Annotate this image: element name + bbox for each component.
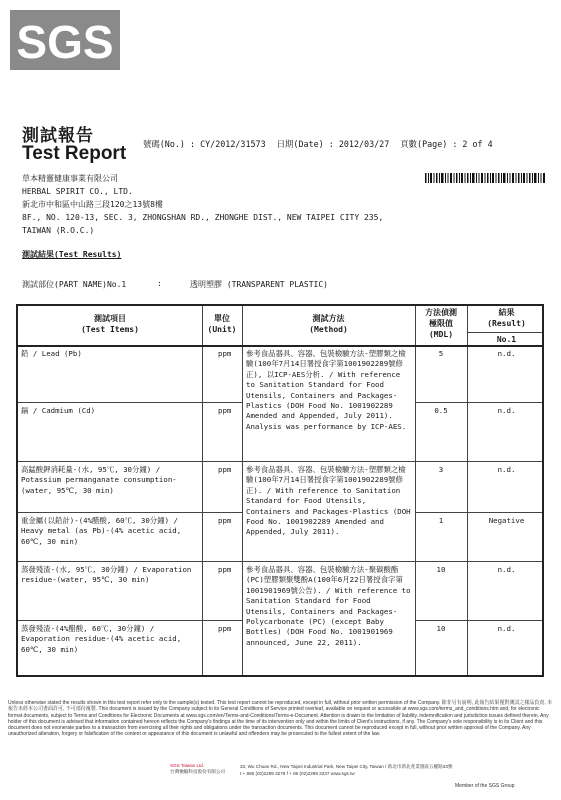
method-text: 參考食品器具、容器、包裝檢驗方法-塑膠類之檢驗(100年7月14日署授食字第1001902289號修正). / With reference to Sanitation Standard for Food Utensils, Containers and Packages-Plastics (DOH Food No. 1001902289 Amended and Appended, July 2011).: [246, 465, 411, 537]
result-value: n.d.: [497, 565, 516, 574]
unit-value: ppm: [218, 465, 232, 474]
svg-text:SGS: SGS: [16, 16, 114, 68]
footer-disclaimer: Unless otherwise stated the results shown in this test report refer only to the sample(s) tested. This test report cannot be reproduced, except in full, without prior written permission of the Company. 除非另有說明, 此報告結果僅對測試之樣品負責, 本報告未經本公司書面許可, 不可部份複製. This document is issued by the Company subject to its General Conditions of Service printed overleaf, available on request or accessible at www.sgs.com/terms_and_conditions.htm and, for electronic format documents, subject to Terms and Conditions for Electronic Documents at www.sgs.com/en/Terms-and-Conditions/Terms-e-Document. Attention is drawn to the limitation of liability, indemnification and jurisdiction issues defined therein. Any holder of this document is advised that information contained hereon reflects the Company's findings at the time of its intervention only and within the limits of Client's instructions, if any. The Company's sole responsibility is to its Client and this document does not exonerate parties to a transaction from exercising all their rights and obligations under the transaction documents. This document cannot be reproduced except in full, without prior written approval of the Company. Any unauthorized alteration, forgery or falsification of the content or appearance of this document is unlawful and offenders may be prosecuted to the fullest extent of the law.: [8, 700, 553, 738]
unit-value: ppm: [218, 406, 232, 415]
row-divider: [18, 461, 542, 462]
header-result: 結果 (Result): [487, 308, 526, 328]
barcode: [425, 173, 545, 183]
mdl-value: 3: [438, 465, 444, 474]
title-en: Test Report: [22, 143, 127, 164]
header-unit: 單位 (Unit): [207, 314, 237, 334]
report-meta: [143, 138, 499, 150]
report-date: 日期(Date) : 2012/03/27: [276, 139, 390, 149]
col-divider: [242, 306, 243, 675]
test-item: 鉛 / Lead (Pb): [21, 349, 82, 358]
row-divider: [18, 620, 242, 621]
header-method: 測試方法 (Method): [309, 314, 348, 334]
header-test-items: 測試項目 (Test Items): [81, 314, 139, 334]
row-divider: [18, 561, 542, 562]
part-name: [22, 279, 328, 290]
test-item: 重金屬(以鉛計)-(4%醋酸, 60℃, 30分鐘) / Heavy metal (as Pb)-(4% acetic acid, 60℃, 30 min): [21, 516, 182, 546]
test-item: 鎘 / Cadmium (Cd): [21, 406, 96, 415]
row-divider: [18, 512, 242, 513]
test-item: 高錳酸鉀消耗量-(水, 95℃, 30分鐘) / Potassium permanganate consumption-(water, 95℃, 30 min): [21, 465, 177, 495]
mdl-value: 1: [438, 516, 444, 525]
title-cn: 測試報告: [22, 126, 94, 146]
footer-address: 33, Wu Chuan Rd., New Taipei Industrial Park, New Taipei City, Taiwan / 新北市新北產業園區五權路33號 t + 886 (02)2299 3279 f + 86 (02)2299 3237 www.sgs.tw: [240, 764, 453, 776]
client-name-en: HERBAL SPIRIT CO., LTD.: [22, 187, 133, 196]
unit-value: ppm: [218, 624, 232, 633]
sgs-logo: [10, 10, 120, 70]
result-value: Negative: [488, 516, 525, 525]
report-number: 號碼(No.) : CY/2012/31573: [143, 139, 266, 149]
client-address-cn: 新北市中和區中山路三段120之13號8樓: [22, 200, 163, 209]
unit-value: ppm: [218, 565, 232, 574]
mdl-value: 0.5: [434, 406, 448, 415]
results-table: [16, 304, 544, 677]
row-divider: [415, 620, 542, 621]
result-value: n.d.: [497, 624, 516, 633]
header-result-no: No.1: [496, 335, 517, 344]
report-page: 頁數(Page) : 2 of 4: [400, 139, 493, 149]
result-value: n.d.: [497, 465, 516, 474]
client-info: [22, 172, 383, 237]
footer-company: SGS Taiwan Ltd. 台灣檢驗科技股份有限公司: [170, 763, 226, 774]
row-divider: [18, 402, 242, 403]
result-value: n.d.: [497, 406, 516, 415]
result-subdivider: [467, 332, 542, 333]
result-value: n.d.: [497, 349, 516, 358]
part-value: 透明塑膠 (TRANSPARENT PLASTIC): [190, 280, 328, 289]
unit-value: ppm: [218, 516, 232, 525]
part-label: 測試部位(PART NAME)No.1: [22, 280, 127, 289]
row-divider: [415, 512, 542, 513]
section-heading: 測試結果(Test Results): [22, 250, 122, 259]
client-name-cn: 草本精靈健康事業有限公司: [22, 174, 118, 183]
header-divider: [18, 345, 542, 347]
client-address-en-1: 8F., NO. 120-13, SEC. 3, ZHONGSHAN RD., ZHONGHE DIST., NEW TAIPEI CITY 235,: [22, 213, 384, 222]
mdl-value: 5: [438, 349, 444, 358]
mdl-value: 10: [436, 565, 446, 574]
footer-member: Member of the SGS Group: [455, 783, 515, 789]
unit-value: ppm: [218, 349, 232, 358]
method-text: 參考食品器具、容器、包裝檢驗方法-塑膠類之檢驗(100年7月14日署授食字第1001902289號修正), 以ICP-AES分析. / With reference to Sanitation Standard for Food Utensils, Containers and Packages-Plastics (DOH Food No. 1001902289 Amended and Appended, July 2011). Analysis was performance by ICP-AES.: [246, 349, 407, 431]
part-colon: :: [157, 279, 162, 288]
mdl-value: 10: [436, 624, 446, 633]
client-address-en-2: TAIWAN (R.O.C.): [22, 226, 95, 235]
test-item: 蒸發殘渣-(水, 95℃, 30分鐘) / Evaporation residue-(water, 95℃, 30 min): [21, 565, 192, 585]
test-item: 蒸發殘渣-(4%醋酸, 60℃, 30分鐘) / Evaporation residue-(4% acetic acid, 60℃, 30 min): [21, 624, 182, 654]
header-mdl: 方法偵測 極限值 (MDL): [425, 308, 457, 339]
method-text: 參考食品器具、容器、包裝檢驗方法-聚碳酸酯(PC)塑膠類聚雙酚A(100年6月22日署授食字第1001901969號公告). / With reference to Sanitation Standard for Food Utensils, Containers and Packages-Polycarbonate (PC) (except Baby Bottles) (DOH Food No. 1001901969 announced, June 22, 2011).: [246, 565, 411, 647]
row-divider: [415, 402, 542, 403]
